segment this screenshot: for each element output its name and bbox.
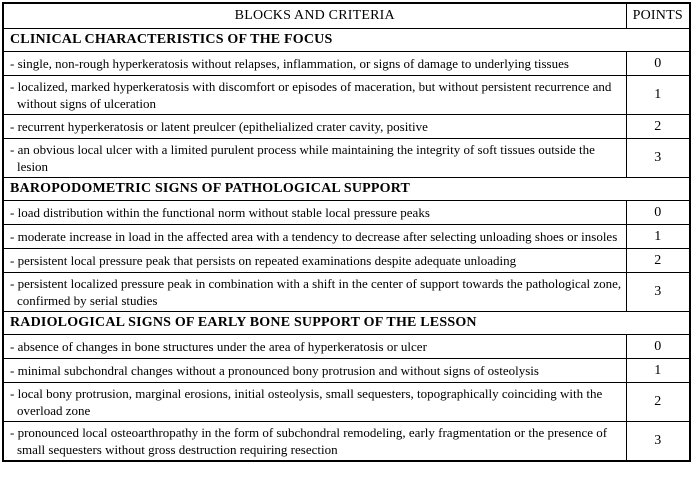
table-row [3,115,690,139]
points-column-header: POINTS [626,3,690,29]
points-cell: 1 [626,359,690,383]
scoring-criteria-table [2,2,691,462]
points-cell: 1 [626,225,690,249]
points-cell: 0 [626,201,690,225]
criteria-cell: - local bony protrusion, marginal erosions, initial osteolysis, small sequesters, topographically coinciding with the overload zone [3,383,626,422]
section-header-row-baropodometric [3,178,690,201]
criteria-cell: - recurrent hyperkeratosis or latent preulcer (epithelialized crater cavity, positive [3,115,626,139]
table-row [3,52,690,76]
criteria-cell: - moderate increase in load in the affected area with a tendency to decrease after selecting unloading shoes or insoles [3,225,626,249]
criteria-cell: - single, non-rough hyperkeratosis without relapses, inflammation, or signs of damage to underlying tissues [3,52,626,76]
criteria-cell: - minimal subchondral changes without a pronounced bony protrusion and without signs of osteolysis [3,359,626,383]
table-row [3,359,690,383]
section-title: RADIOLOGICAL SIGNS OF EARLY BONE SUPPORT OF THE LESSON [3,312,690,335]
criteria-cell: - persistent localized pressure peak in combination with a shift in the center of support towards the pathological zone, confirmed by serial studies [3,273,626,312]
section-title: CLINICAL CHARACTERISTICS OF THE FOCUS [3,29,690,52]
points-cell: 0 [626,335,690,359]
table-row [3,335,690,359]
section-header-row-clinical [3,29,690,52]
points-cell: 2 [626,115,690,139]
section-header-row-radiological [3,312,690,335]
criteria-column-header: BLOCKS AND CRITERIA [3,3,626,29]
table-row [3,249,690,273]
table-row [3,422,690,462]
section-title: BAROPODOMETRIC SIGNS OF PATHOLOGICAL SUPPORT [3,178,690,201]
criteria-cell: - pronounced local osteoarthropathy in the form of subchondral remodeling, early fragmentation or the presence of small sequesters without gross destruction requiring resection [3,422,626,462]
points-cell: 3 [626,139,690,178]
points-cell: 2 [626,383,690,422]
table-row [3,383,690,422]
table-row [3,225,690,249]
criteria-cell: - an obvious local ulcer with a limited purulent process while maintaining the integrity of soft tissues outside the lesion [3,139,626,178]
points-cell: 3 [626,273,690,312]
table-row [3,139,690,178]
table-row [3,273,690,312]
table-header-row [3,3,690,29]
points-cell: 1 [626,76,690,115]
points-cell: 0 [626,52,690,76]
criteria-cell: - absence of changes in bone structures under the area of hyperkeratosis or ulcer [3,335,626,359]
table-row [3,201,690,225]
criteria-cell: - load distribution within the functional norm without stable local pressure peaks [3,201,626,225]
criteria-cell: - persistent local pressure peak that persists on repeated examinations despite adequate unloading [3,249,626,273]
table-row [3,76,690,115]
criteria-cell: - localized, marked hyperkeratosis with discomfort or episodes of maceration, but without persistent recurrence and without signs of ulceration [3,76,626,115]
points-cell: 3 [626,422,690,462]
points-cell: 2 [626,249,690,273]
